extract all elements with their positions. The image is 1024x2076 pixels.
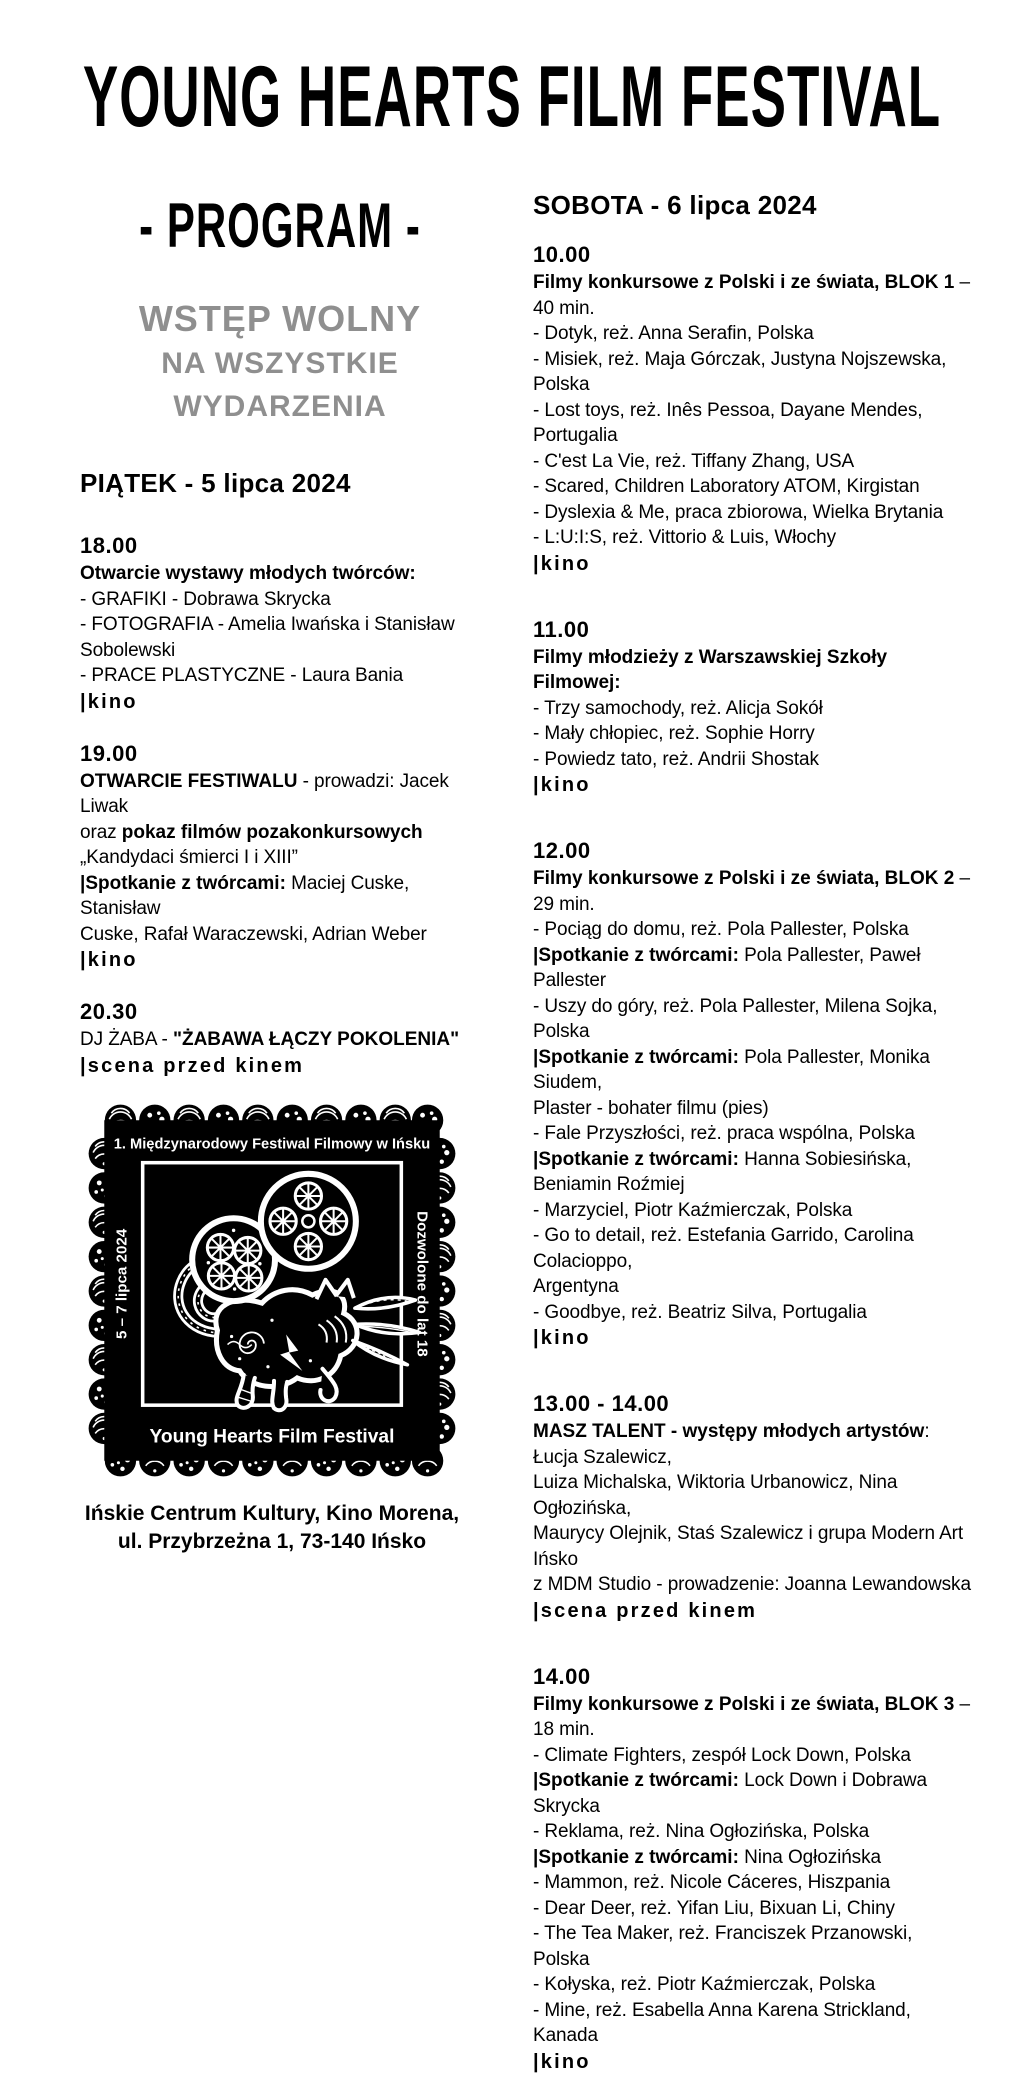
free-entry-note	[80, 296, 480, 428]
event-line: - C'est La Vie, reż. Tiffany Zhang, USA	[533, 450, 855, 472]
event-block-friday-2030	[80, 998, 480, 1080]
free-entry-line3: WYDARZENIA	[173, 390, 387, 423]
event-line: - GRAFIKI - Dobrawa Skrycka	[80, 588, 331, 610]
event-block-saturday-1200	[533, 837, 971, 1352]
venue-label: |kino	[533, 552, 591, 575]
logo-background	[104, 1120, 439, 1460]
event-line: - Climate Fighters, zespół Lock Down, Polska	[533, 1744, 911, 1766]
event-line: DJ ŻABA - "ŻABAWA ŁĄCZY POKOLENIA"	[80, 1029, 460, 1050]
venue-label: |kino	[80, 949, 138, 971]
logo-left-text: 5 – 7 lipca 2024	[113, 1228, 131, 1339]
event-line: |Spotkanie z twórcami: Hanna Sobiesińska, Beniamin Roźmiej	[533, 1148, 912, 1195]
film-reel-icon	[261, 1173, 356, 1268]
event-line: Plaster - bohater filmu (pies)	[533, 1097, 769, 1119]
event-block-friday-1800	[80, 532, 480, 716]
free-entry-line1: WSTĘP WOLNY	[138, 298, 422, 339]
logo-bottom-text: Young Hearts Film Festival	[149, 1426, 395, 1448]
event-line: Filmy młodzieży z Warszawskiej Szkoły Filmowej:	[533, 646, 888, 693]
venue-label: |kino	[80, 690, 138, 713]
event-line: „Kandydaci śmierci I i XIII”	[80, 847, 298, 868]
event-line: - Powiedz tato, reż. Andrii Shostak	[533, 748, 819, 770]
event-line: - Mine, reż. Esabella Anna Karena Strickland, Kanada	[533, 1999, 911, 2046]
event-line: |Spotkanie z twórcami: Maciej Cuske, Stanisław	[80, 872, 410, 919]
event-line: OTWARCIE FESTIWALU - prowadzi: Jacek Liwak	[80, 770, 449, 817]
event-line: |Spotkanie z twórcami: Nina Ogłozińska	[533, 1846, 881, 1868]
event-line: Filmy konkursowe z Polski i ze świata, BLOK 2 – 29 min.	[533, 868, 970, 915]
event-time: 14.00	[533, 1663, 591, 1689]
address-line2: ul. Przybrzeżna 1, 73-140 Ińsko	[117, 1529, 427, 1553]
event-line: - FOTOGRAFIA - Amelia Iwańska i Stanisław Sobolewski	[80, 614, 455, 661]
festival-title-text: YOUNG HEARTS FILM FESTIVAL	[82, 49, 942, 146]
event-line: - Misiek, reż. Maja Górczak, Justyna Nojszewska, Polska	[533, 348, 947, 395]
event-line: Maurycy Olejnik, Staś Szalewicz i grupa Modern Art Ińsko	[533, 1523, 964, 1570]
event-line: oraz pokaz filmów pozakonkursowych	[80, 821, 423, 843]
event-line: - Pociąg do domu, reż. Pola Pallester, Polska	[533, 919, 909, 940]
event-line: MASZ TALENT - występy młodych artystów: Łucja Szalewicz,	[533, 1421, 930, 1468]
day-heading-friday: PIĄTEK - 5 lipca 2024	[80, 468, 351, 498]
venue-label: |scena przed kinem	[533, 1599, 758, 1622]
event-time: 18.00	[80, 533, 138, 558]
page-title	[0, 48, 1024, 146]
event-line: - PRACE PLASTYCZNE - Laura Bania	[80, 665, 404, 686]
event-block-saturday-1400	[533, 1663, 971, 2076]
free-entry-line2: NA WSZYSTKIE	[161, 347, 399, 380]
event-time: 20.30	[80, 999, 138, 1024]
event-line: - Scared, Children Laboratory ATOM, Kirgistan	[533, 476, 920, 497]
event-line: - The Tea Maker, reż. Franciszek Przanowski, Polska	[533, 1923, 913, 1970]
event-line: - Mammon, reż. Nicole Cáceres, Hiszpania	[533, 1872, 891, 1893]
event-line: - Kołyska, reż. Piotr Kaźmierczak, Polska	[533, 1974, 876, 1995]
event-block-saturday-1000	[533, 241, 971, 578]
address-line1: Ińskie Centrum Kultury, Kino Morena,	[84, 1501, 460, 1525]
event-line: z MDM Studio - prowadzenie: Joanna Lewandowska	[533, 1574, 971, 1595]
day-heading-saturday: SOBOTA - 6 lipca 2024	[533, 190, 817, 220]
logo-right-text: Dozwolone do lat 18	[413, 1210, 431, 1357]
event-line: Argentyna	[533, 1276, 619, 1297]
event-line: Cuske, Rafał Waraczewski, Adrian Weber	[80, 923, 427, 945]
event-line: - Goodbye, reż. Beatriz Silva, Portugalia	[533, 1301, 867, 1323]
event-block-saturday-1100	[533, 616, 971, 800]
venue-label: |kino	[533, 1327, 591, 1349]
event-line: Otwarcie wystawy młodych twórców:	[80, 563, 416, 584]
event-line: - Marzyciel, Piotr Kaźmierczak, Polska	[533, 1199, 853, 1221]
event-block-saturday-1300	[533, 1390, 971, 1625]
venue-address	[80, 1500, 464, 1556]
event-time: 10.00	[533, 242, 591, 267]
event-block-friday-1900	[80, 740, 480, 975]
event-line: |Spotkanie z twórcami: Pola Pallester, Paweł Pallester	[533, 944, 921, 991]
venue-label: |scena przed kinem	[80, 1054, 305, 1077]
festival-logo	[80, 1096, 464, 1486]
event-line: - Go to detail, reż. Estefania Garrido, Carolina Colacioppo,	[533, 1225, 914, 1272]
logo-top-text: 1. Międzynarodowy Festiwal Filmowy w Ińsku	[113, 1136, 431, 1153]
left-column	[80, 190, 480, 1556]
event-line: - Dotyk, reż. Anna Serafin, Polska	[533, 323, 814, 344]
event-line: Filmy konkursowe z Polski i ze świata, BLOK 3 – 18 min.	[533, 1693, 970, 1740]
event-line: - L:U:I:S, reż. Vittorio & Luis, Włochy	[533, 527, 837, 548]
program-label: - PROGRAM -	[139, 190, 421, 261]
event-line: - Dear Deer, reż. Yifan Liu, Bixuan Li, Chiny	[533, 1897, 895, 1919]
event-time: 12.00	[533, 838, 591, 863]
event-line: - Uszy do góry, reż. Pola Pallester, Milena Sojka, Polska	[533, 995, 938, 1042]
event-line: Luiza Michalska, Wiktoria Urbanowicz, Nina Ogłozińska,	[533, 1472, 898, 1519]
event-line: - Fale Przyszłości, reż. praca wspólna, Polska	[533, 1123, 915, 1144]
event-line: Filmy konkursowe z Polski i ze świata, BLOK 1 – 40 min.	[533, 272, 970, 319]
event-line: - Reklama, reż. Nina Ogłozińska, Polska	[533, 1821, 870, 1842]
event-time: 19.00	[80, 740, 138, 766]
event-line: - Dyslexia & Me, praca zbiorowa, Wielka Brytania	[533, 501, 944, 523]
event-line: - Trzy samochody, reż. Alicja Sokół	[533, 697, 823, 719]
event-line: |Spotkanie z twórcami: Lock Down i Dobrawa Skrycka	[533, 1770, 928, 1817]
event-line: - Lost toys, reż. Inês Pessoa, Dayane Mendes, Portugalia	[533, 399, 923, 446]
venue-label: |kino	[533, 2050, 591, 2073]
event-line: - Mały chłopiec, reż. Sophie Horry	[533, 723, 815, 744]
event-time: 13.00 - 14.00	[533, 1391, 670, 1416]
event-line: |Spotkanie z twórcami: Pola Pallester, Monika Siudem,	[533, 1046, 930, 1093]
venue-label: |kino	[533, 774, 591, 796]
right-column	[533, 190, 971, 2076]
event-time: 11.00	[533, 616, 590, 642]
